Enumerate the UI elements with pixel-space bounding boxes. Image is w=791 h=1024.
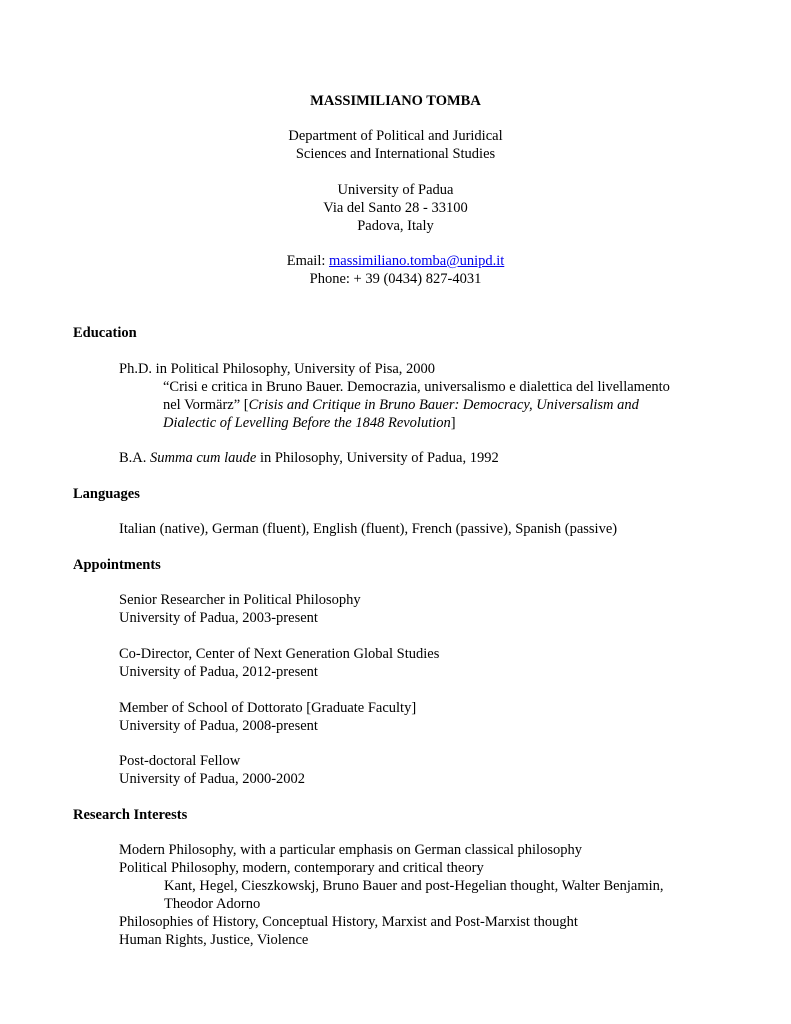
contact-block xyxy=(0,252,791,288)
thesis-line-1: “Crisi e critica in Bruno Bauer. Democrazia, universalismo e dialettica del livellamento xyxy=(163,379,670,395)
phone-line: Phone: + 39 (0434) 827-4031 xyxy=(309,271,482,287)
appointment-item xyxy=(119,591,361,627)
phd-degree: Ph.D. in Political Philosophy, University of Pisa, 2000 xyxy=(119,361,436,377)
appointment-role: Senior Researcher in Political Philosophy xyxy=(119,592,361,608)
education-ba xyxy=(119,449,499,467)
ba-suffix: in Philosophy, University of Padua, 1992 xyxy=(256,450,499,466)
appointment-item xyxy=(119,752,305,788)
appointment-place: University of Padua, 2003-present xyxy=(119,610,318,626)
appointment-place: University of Padua, 2012-present xyxy=(119,664,318,680)
appointment-role: Post-doctoral Fellow xyxy=(119,753,241,769)
research-line: Philosophies of History, Conceptual History, Marxist and Post-Marxist thought xyxy=(119,914,578,930)
appointment-place: University of Padua, 2008-present xyxy=(119,718,318,734)
languages-list: Italian (native), German (fluent), English (fluent), French (passive), Spanish (passive) xyxy=(119,521,618,537)
thesis-translation-1: Crisis and Critique in Bruno Bauer: Democracy, Universalism and xyxy=(248,397,639,413)
education-phd xyxy=(119,360,670,432)
research-line: Political Philosophy, modern, contemporary and critical theory xyxy=(119,860,484,876)
thesis-bracket-close: ] xyxy=(450,415,456,431)
ba-degree xyxy=(119,449,499,467)
languages-heading: Languages xyxy=(73,486,140,502)
research-subline: Kant, Hegel, Cieszkowskj, Bruno Bauer and post-Hegelian thought, Walter Benjamin, xyxy=(164,878,664,894)
research-heading: Research Interests xyxy=(73,807,188,823)
address-block xyxy=(0,181,791,235)
research-line: Modern Philosophy, with a particular emphasis on German classical philosophy xyxy=(119,842,582,858)
thesis-line-3 xyxy=(119,414,670,432)
email-link[interactable]: massimiliano.tomba@unipd.it xyxy=(329,253,505,269)
email-label: Email: xyxy=(286,253,330,269)
thesis-title-tail: nel Vormärz” [ xyxy=(163,397,249,413)
header-name-block xyxy=(0,92,791,110)
research-subline: Theodor Adorno xyxy=(164,896,261,912)
research-line: Human Rights, Justice, Violence xyxy=(119,932,309,948)
appointment-role: Co-Director, Center of Next Generation Global Studies xyxy=(119,646,440,662)
education-heading: Education xyxy=(73,325,137,341)
thesis-translation-2: Dialectic of Levelling Before the 1848 Revolution xyxy=(163,415,451,431)
email-line xyxy=(0,252,791,270)
appointment-item xyxy=(119,699,416,735)
appointments-heading: Appointments xyxy=(73,557,161,573)
ba-honors: Summa cum laude xyxy=(150,450,257,466)
thesis-line-2 xyxy=(119,396,670,414)
street-address: Via del Santo 28 - 33100 xyxy=(323,200,468,216)
research-block xyxy=(119,841,664,949)
languages-block xyxy=(119,520,617,538)
appointment-item xyxy=(119,645,439,681)
appointment-role: Member of School of Dottorato [Graduate Faculty] xyxy=(119,700,417,716)
department-block xyxy=(0,127,791,163)
university-name: University of Padua xyxy=(337,182,454,198)
city: Padova, Italy xyxy=(357,218,434,234)
department-line-2: Sciences and International Studies xyxy=(295,146,496,162)
person-name: MASSIMILIANO TOMBA xyxy=(310,93,481,109)
appointment-place: University of Padua, 2000-2002 xyxy=(119,771,306,787)
department-line-1: Department of Political and Juridical xyxy=(288,128,503,144)
ba-prefix: B.A. xyxy=(119,450,151,466)
